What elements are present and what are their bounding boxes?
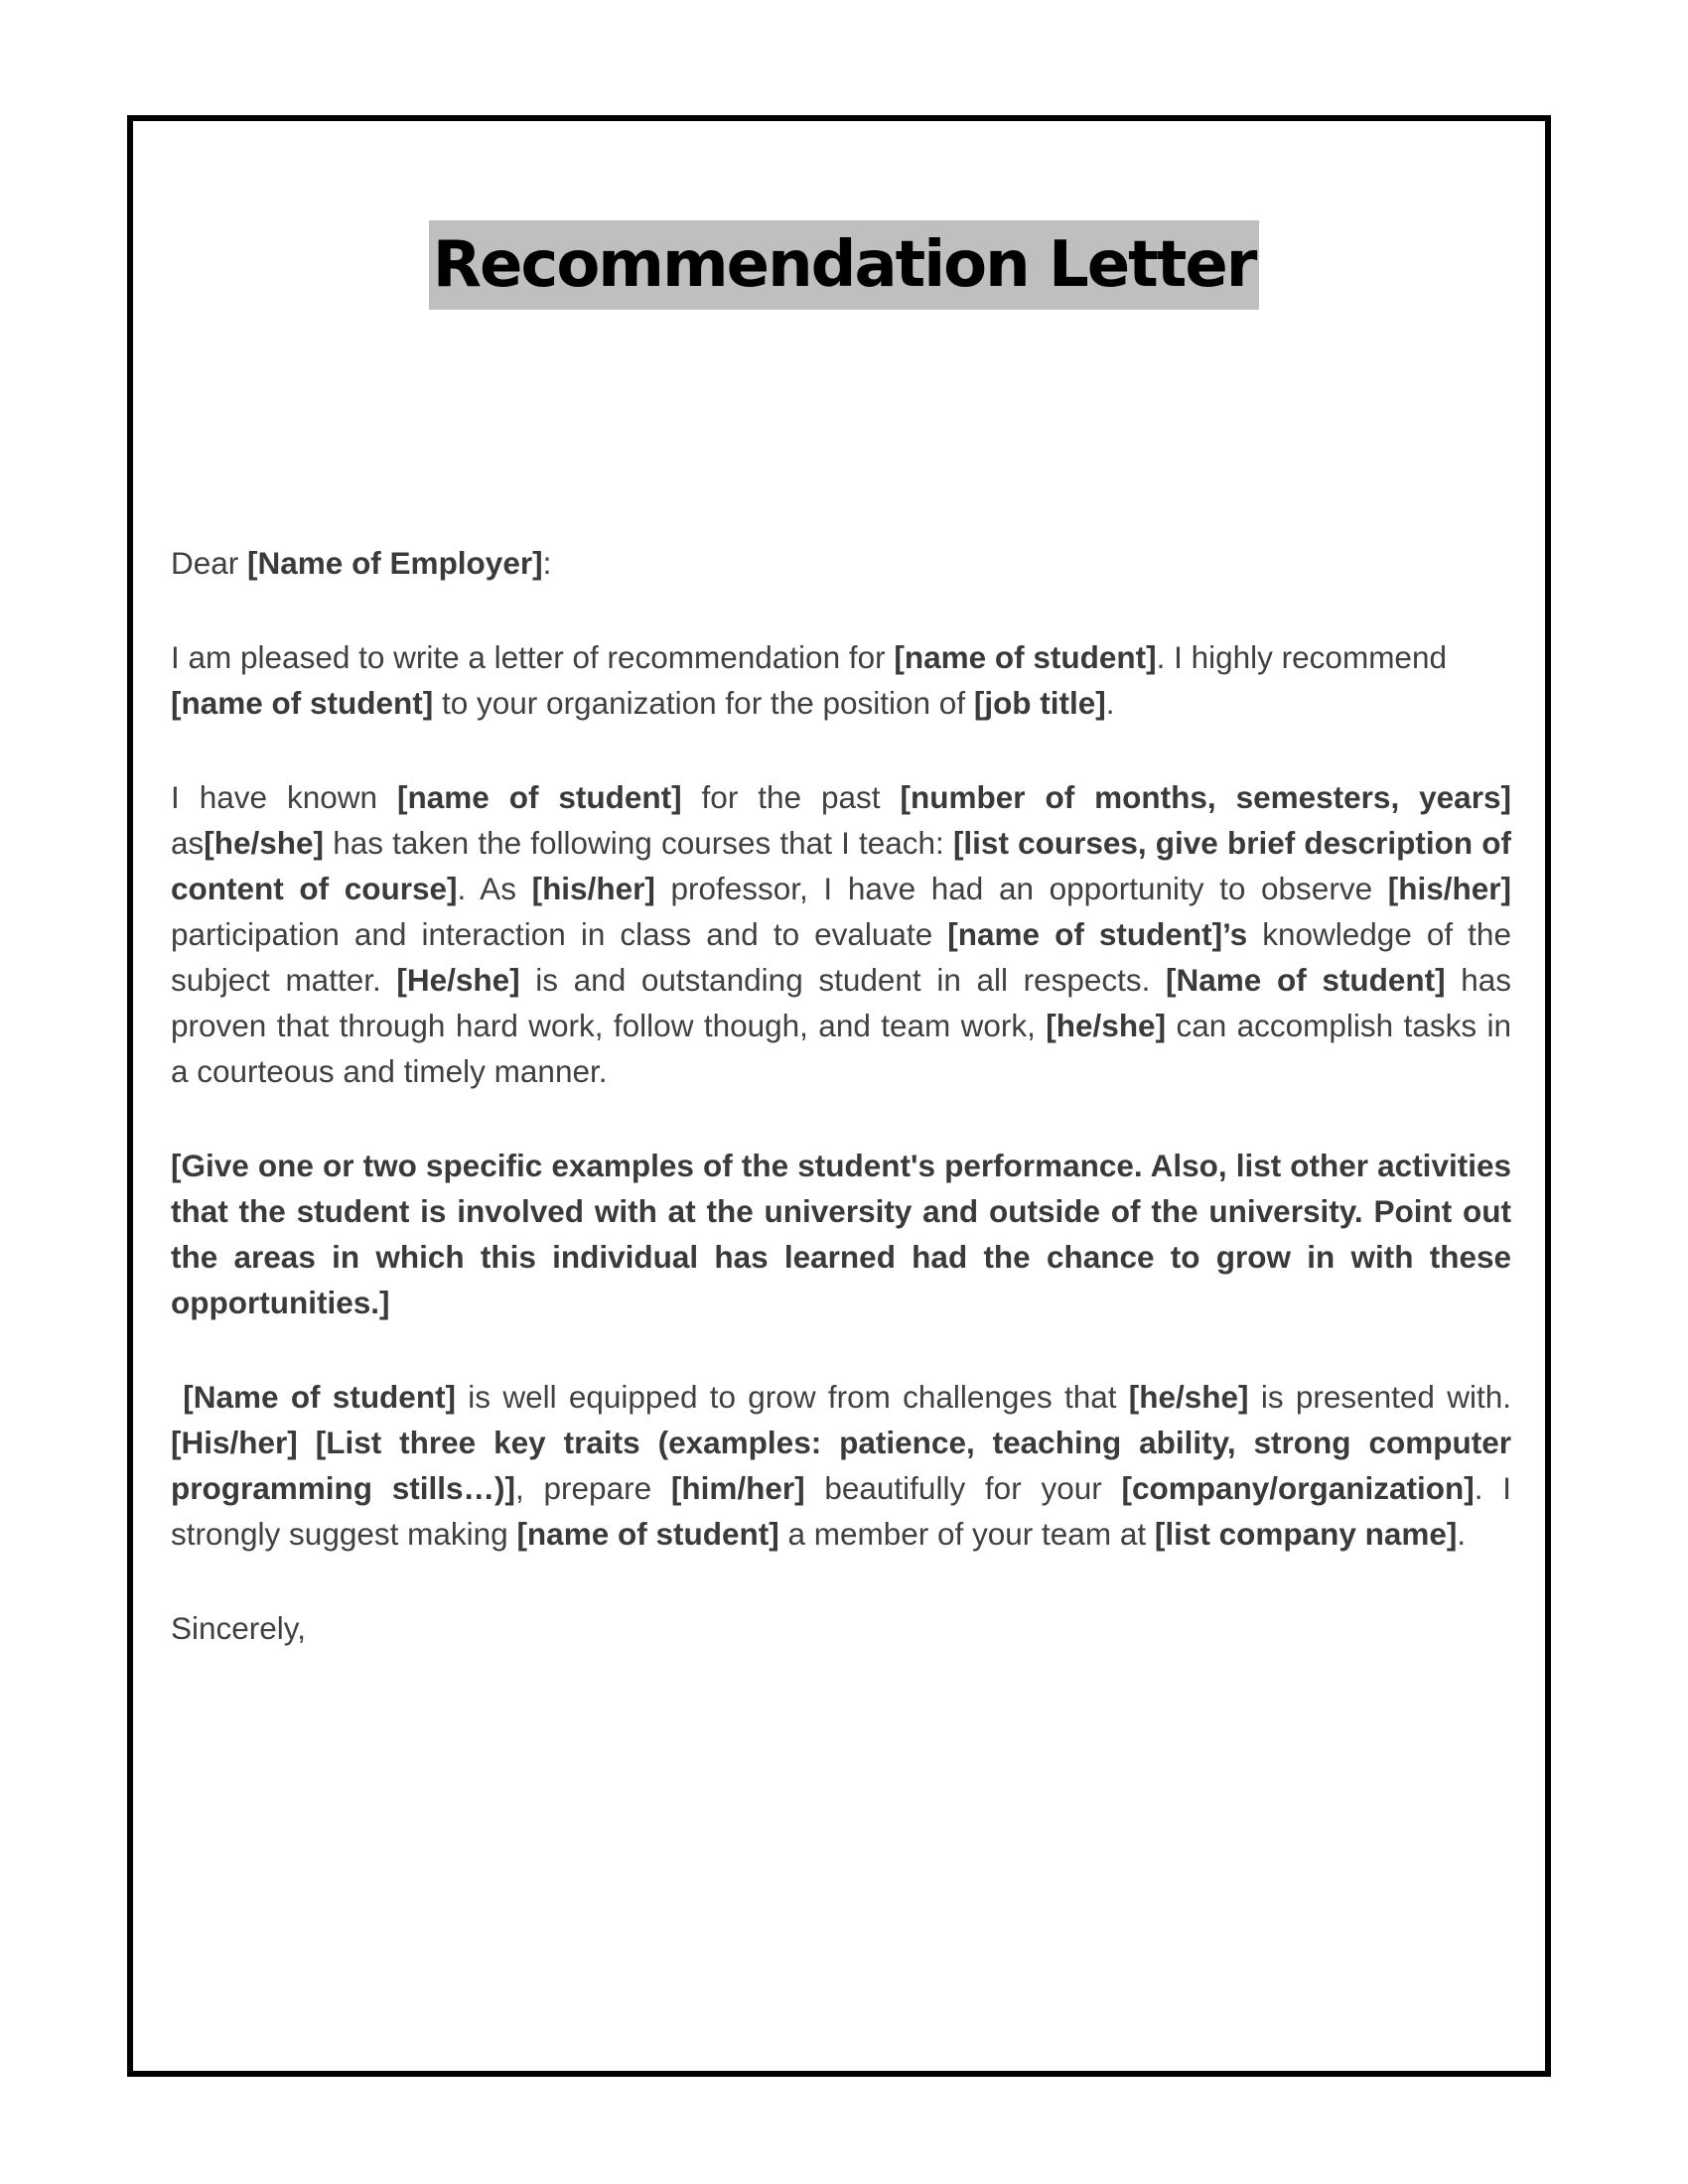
text-run: is and outstanding student in all respects. [519, 962, 1167, 998]
text-run: . [1105, 685, 1115, 721]
text-run: for the past [681, 779, 901, 815]
letter-body [171, 540, 1511, 1700]
pronoun-placeholder: [he/she] [1128, 1379, 1249, 1415]
employer-name-placeholder: [Name of Employer] [247, 545, 543, 581]
examples-placeholder: [Give one or two specific examples of the student's performance. Also, list other activities that the student is involved with at the university and outside of the university. Point out the areas in which this individual has learned had the chance to grow in with these opportunities.] [171, 1148, 1511, 1320]
student-name-placeholder: [Name of student] [183, 1379, 457, 1415]
text-run: is well equipped to grow from challenges that [456, 1379, 1129, 1415]
traits-placeholder: [His/her] [List three key traits (examples: patience, teaching ability, strong computer programming stills…)] [171, 1425, 1511, 1506]
student-name-placeholder: [name of student]’s [947, 916, 1248, 952]
text-run: , prepare [515, 1470, 671, 1506]
company-name-placeholder: [list company name] [1154, 1516, 1458, 1552]
text-run: I am pleased to write a letter of recommendation for [171, 639, 895, 675]
text-run: professor, I have had an opportunity to observe [654, 871, 1388, 906]
text-run: is presented with. [1248, 1379, 1511, 1415]
text-run: can accomplish tasks in a courteous and timely manner. [171, 1008, 1511, 1089]
closing: Sincerely, [171, 1610, 306, 1646]
paragraph-known [171, 774, 1511, 1094]
organization-placeholder: [company/organization] [1121, 1470, 1475, 1506]
text-run: has taken the following courses that I teach: [324, 825, 953, 861]
student-name-placeholder: [name of student] [396, 779, 682, 815]
pronoun-placeholder: [him/her] [670, 1470, 805, 1506]
text-run: . As [457, 871, 532, 906]
paragraph-examples [171, 1143, 1511, 1325]
paragraph-traits [171, 1374, 1511, 1557]
courses-placeholder: [list courses, give brief description of content of course] [171, 825, 1512, 906]
text-run: beautifully for your [804, 1470, 1122, 1506]
student-name-placeholder: [name of student] [516, 1516, 779, 1552]
text-run: has proven that through hard work, follow though, and team work, [171, 962, 1511, 1043]
text-run: . [1457, 1516, 1467, 1552]
job-title-placeholder: [job title] [973, 685, 1106, 721]
text-run: to your organization for the position of [433, 685, 974, 721]
text-run: a member of your team at [778, 1516, 1155, 1552]
text-run: . I strongly suggest making [171, 1470, 1511, 1552]
student-name-placeholder: [name of student] [894, 639, 1157, 675]
salutation [171, 540, 1511, 586]
student-name-placeholder: [Name of student] [1166, 962, 1446, 998]
document-title: Recommendation Letter [429, 220, 1260, 310]
pronoun-placeholder: [he/she] [1046, 1008, 1167, 1043]
text-run: participation and interaction in class and to evaluate [171, 916, 948, 952]
salutation-suffix: : [542, 545, 552, 581]
student-name-placeholder: [name of student] [171, 685, 434, 721]
text-run: I have known [171, 779, 397, 815]
text-run: knowledge of the subject matter. [171, 916, 1511, 998]
salutation-prefix: Dear [171, 545, 248, 581]
pronoun-placeholder: [he/she] [204, 825, 325, 861]
pronoun-placeholder: [his/her] [531, 871, 655, 906]
pronoun-placeholder: [He/she] [396, 962, 520, 998]
text-run: . I highly recommend [1156, 639, 1447, 675]
text-run: as [171, 825, 205, 861]
pronoun-placeholder: [his/her] [1387, 871, 1511, 906]
title-container [0, 220, 1688, 310]
paragraph-intro [171, 634, 1511, 726]
duration-placeholder: [number of months, semesters, years] [900, 779, 1511, 815]
